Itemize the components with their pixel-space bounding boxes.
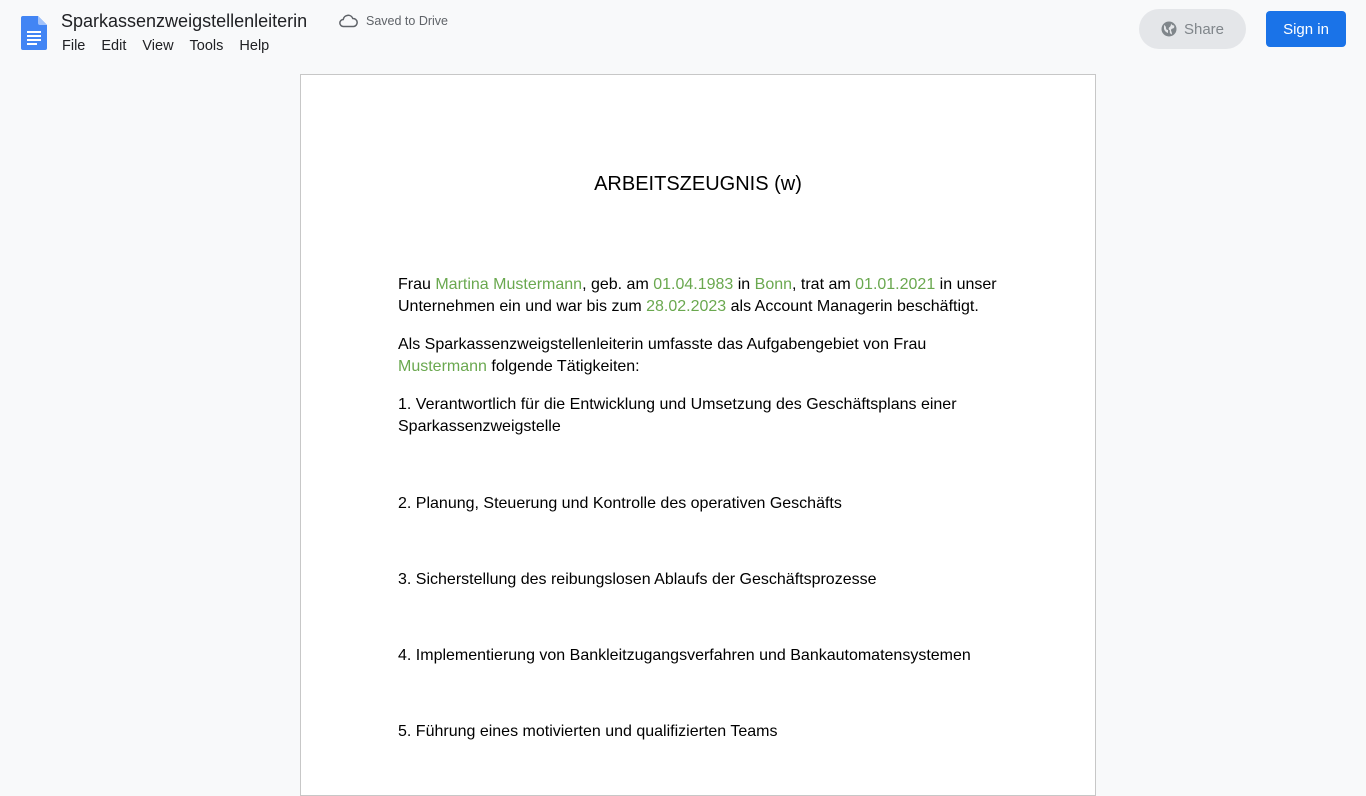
start-date: 01.01.2021 — [855, 276, 936, 293]
task-item-3: 3. Sicherstellung des reibungslosen Ablaufs der Geschäftsprozesse — [398, 571, 877, 588]
globe-icon — [1161, 21, 1177, 37]
task-item-2: 2. Planung, Steuerung und Kontrolle des operativen Geschäfts — [398, 495, 842, 512]
text-run: folgende Tätigkeiten: — [486, 358, 640, 375]
menu-file[interactable]: File — [62, 38, 86, 54]
save-status-label: Saved to Drive — [366, 14, 448, 28]
document-heading: ARBEITSZEUGNIS (w) — [594, 173, 802, 195]
end-date: 28.02.2023 — [646, 298, 727, 315]
text-run: , trat am — [792, 276, 856, 293]
menu-bar — [62, 37, 285, 55]
task-item-4: 4. Implementierung von Bankleitzugangsverfahren und Bankautomatensystemen — [398, 647, 971, 664]
birth-place: Bonn — [754, 276, 793, 293]
menu-help[interactable]: Help — [239, 38, 270, 54]
intro-paragraph — [398, 274, 1008, 318]
task-item-1: 1. Verantwortlich für die Entwicklung und Umsetzung des Geschäftsplans einer Sparkassenzweigstelle — [398, 396, 957, 435]
share-button-label: Share — [1183, 20, 1225, 38]
docs-logo-icon[interactable] — [21, 16, 47, 50]
employee-name: Martina Mustermann — [435, 276, 583, 293]
text-run: als Account Managerin beschäftigt. — [726, 298, 979, 315]
text-run: in — [733, 276, 755, 293]
document-page[interactable] — [300, 74, 1096, 796]
duties-intro-paragraph — [398, 334, 958, 378]
birth-date: 01.04.1983 — [653, 276, 734, 293]
menu-tools[interactable]: Tools — [189, 38, 224, 54]
text-run: , geb. am — [582, 276, 654, 293]
document-title[interactable]: Sparkassenzweigstellenleiterin — [61, 11, 308, 31]
share-button[interactable] — [1139, 9, 1246, 49]
sign-in-button[interactable]: Sign in — [1266, 11, 1346, 47]
save-status[interactable] — [339, 14, 448, 28]
menu-view[interactable]: View — [142, 38, 174, 54]
employee-surname: Mustermann — [398, 358, 487, 375]
task-item-5: 5. Führung eines motivierten und qualifizierten Teams — [398, 723, 778, 740]
text-run: Frau — [398, 276, 436, 293]
cloud-done-icon — [339, 14, 358, 28]
top-bar — [0, 0, 1366, 62]
text-run: in unser Unternehmen ein und war bis zum — [398, 276, 997, 315]
text-run: Als Sparkassenzweigstellenleiterin umfasste das Aufgabengebiet von Frau — [398, 336, 927, 353]
menu-edit[interactable]: Edit — [101, 38, 127, 54]
